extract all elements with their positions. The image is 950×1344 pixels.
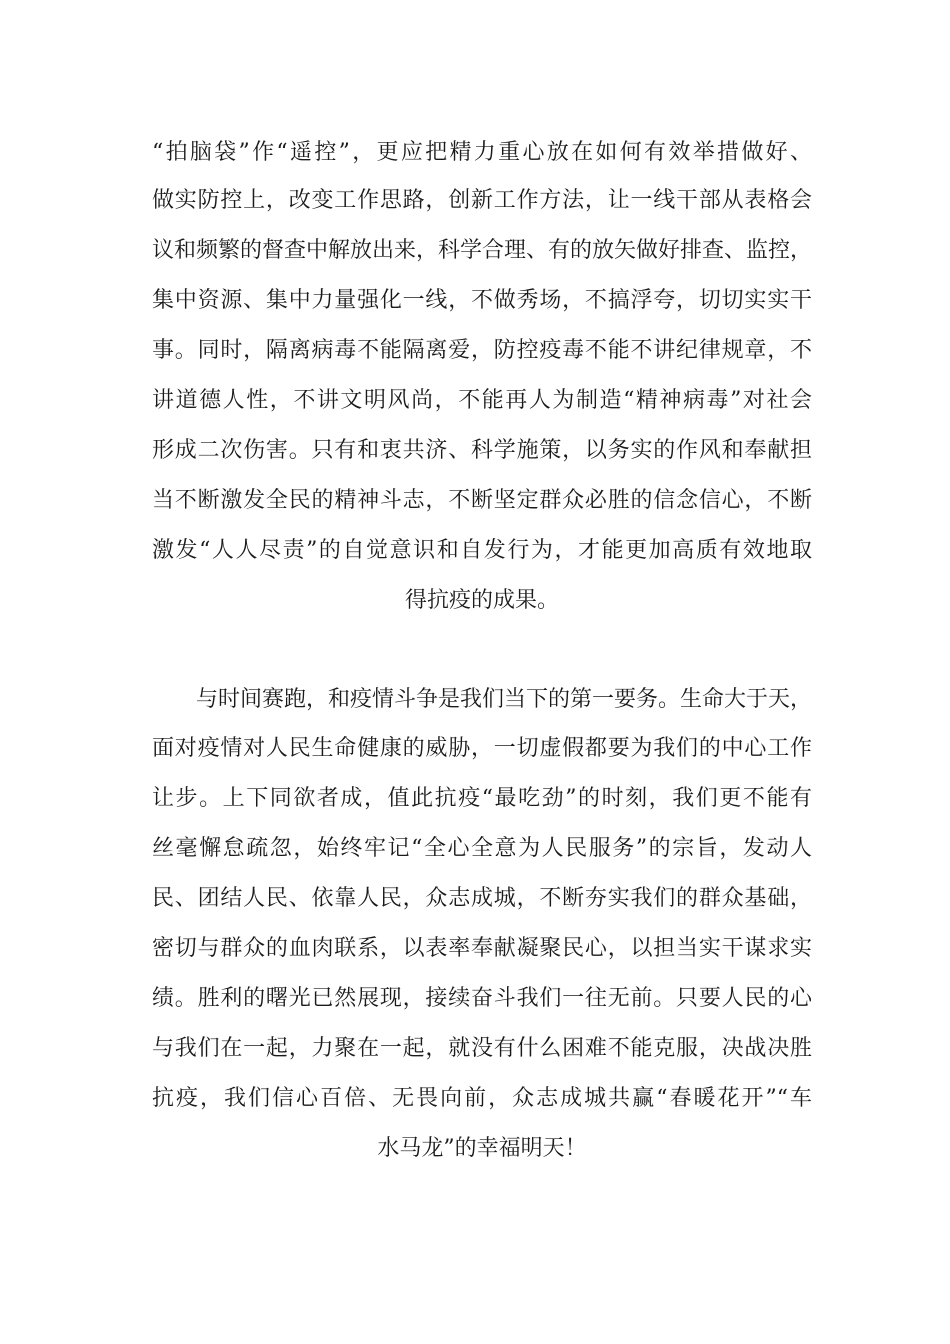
paragraph-line: 民、团结人民、依靠人民，众志成城，不断夯实我们的群众基础，	[152, 886, 812, 911]
paragraph-line: 面对疫情对人民生命健康的威胁，一切虚假都要为我们的中心工作	[152, 736, 812, 761]
paragraph-line: 当不断激发全民的精神斗志，不断坚定群众必胜的信念信心，不断	[152, 488, 812, 513]
paragraph-line: 与我们在一起，力聚在一起，就没有什么困难不能克服，决战决胜	[152, 1036, 812, 1061]
paragraph-line: 事。同时，隔离病毒不能隔离爱，防控疫毒不能不讲纪律规章，不	[152, 338, 812, 363]
paragraph-line: 集中资源、集中力量强化一线，不做秀场，不搞浮夸，切切实实干	[152, 288, 812, 313]
paragraph-line: 抗疫，我们信心百倍、无畏向前，众志成城共赢“春暖花开”“车	[152, 1086, 812, 1111]
paragraph-line: “拍脑袋”作“遥控”，更应把精力重心放在如何有效举措做好、	[152, 140, 812, 165]
paragraph-line: 绩。胜利的曙光已然展现，接续奋斗我们一往无前。只要人民的心	[152, 986, 812, 1011]
paragraph-line: 密切与群众的血肉联系，以表率奉献凝聚民心，以担当实干谋求实	[152, 936, 812, 961]
paragraph-line: 做实防控上，改变工作思路，创新工作方法，让一线干部从表格会	[152, 188, 812, 213]
paragraph-line: 得抗疫的成果。	[404, 588, 559, 613]
paragraph-line: 让步。上下同欲者成，值此抗疫“最吃劲”的时刻，我们更不能有	[152, 786, 812, 811]
paragraph-line: 激发“人人尽责”的自觉意识和自发行为，才能更加高质有效地取	[152, 538, 812, 563]
paragraph-line: 水马龙”的幸福明天！	[377, 1136, 587, 1161]
paragraph-line: 与时间赛跑，和疫情斗争是我们当下的第一要务。生命大于天，	[196, 687, 813, 712]
paragraph-line: 议和频繁的督查中解放出来，科学合理、有的放矢做好排查、监控，	[152, 238, 813, 263]
paragraph-line: 形成二次伤害。只有和衷共济、科学施策，以务实的作风和奉献担	[152, 438, 812, 463]
paragraph-line: 丝毫懈怠疏忽，始终牢记“全心全意为人民服务”的宗旨，发动人	[152, 836, 812, 861]
paragraph-line: 讲道德人性，不讲文明风尚，不能再人为制造“精神病毒”对社会	[152, 388, 812, 413]
